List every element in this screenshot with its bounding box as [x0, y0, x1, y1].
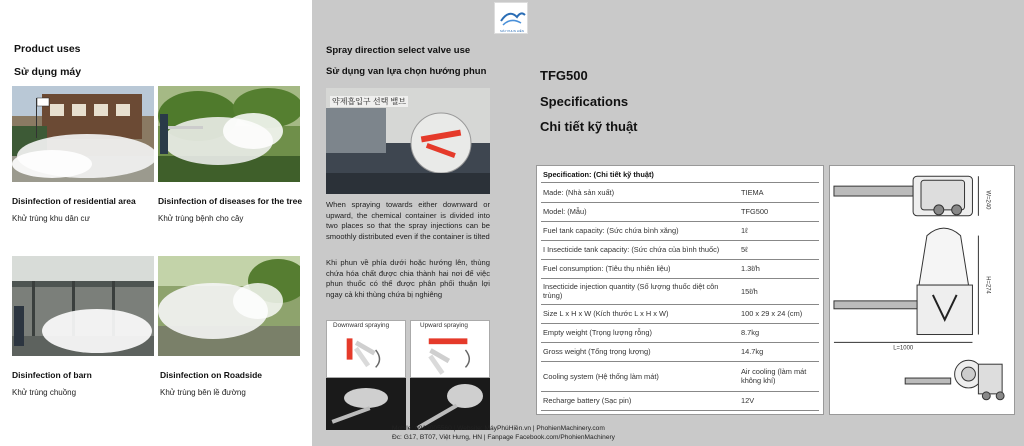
table-row	[541, 361, 819, 391]
spec-value: 5ℓ	[741, 240, 819, 259]
spec-key: Model: (Mẫu)	[541, 202, 741, 221]
table-row	[541, 278, 819, 304]
residential-caption-vi: Khử trùng khu dân cư	[12, 214, 90, 223]
product-uses-title: Product uses	[14, 43, 81, 55]
table-row	[541, 182, 819, 202]
spec-key: Fuel tank capacity: (Sức chứa bình xăng)	[541, 221, 741, 240]
barn-caption: Disinfection of barn	[12, 370, 92, 380]
spec-key: Made: (Nhà sản xuất)	[541, 182, 741, 202]
spec-value: 14.7kg	[741, 342, 819, 361]
spec-value: 1.3ℓ/h	[741, 259, 819, 278]
table-row	[541, 391, 819, 410]
valve-description: When spraying towards either downward or upward, the chemical container is divided into two places so that the spray injections can be smoothly distributed even if the container is tilted	[326, 200, 490, 241]
table-row	[541, 304, 819, 323]
company-logo	[494, 2, 528, 34]
barn-caption-vi: Khử trùng chuồng	[12, 388, 77, 397]
tree-caption: Disinfection of diseases for the tree	[158, 196, 303, 206]
model-title: TFG500	[540, 68, 588, 83]
spec-key: I Insecticide tank capacity: (Sức chứa của bình thuốc)	[541, 240, 741, 259]
spec-key: Cooling system (Hệ thống làm mát)	[541, 361, 741, 391]
spec-header-row	[541, 168, 819, 182]
spec-value: 12V	[741, 391, 819, 410]
roadside-caption: Disinfection on Roadside	[160, 370, 263, 380]
valve-description-vi: Khi phun về phía dưới hoặc hướng lên, thùng chứa hóa chất được chia thành hai nơi để việc phun thuốc có thể được phân phối thuận lợi ngay cả khi thùng chứa bị nghiêng	[326, 258, 490, 299]
table-row	[541, 202, 819, 221]
table-row	[541, 221, 819, 240]
footer-line-2: Đc: G17, BT07, Việt Hưng, HN | Fanpage Facebook.com/PhohienMachinery	[392, 433, 615, 441]
spec-key: Size L x H x W (Kích thước L x H x W)	[541, 304, 741, 323]
svg-text:L=1000: L=1000	[893, 345, 914, 352]
tree-caption-vi: Khử trùng bệnh cho cây	[158, 214, 244, 223]
residential-caption: Disinfection of residential area	[12, 196, 136, 206]
spec-value: 15ℓ/h	[741, 278, 819, 304]
table-row	[541, 240, 819, 259]
svg-text:H=274: H=274	[984, 276, 991, 294]
spec-key: Empty weight (Trọng lượng rỗng)	[541, 323, 741, 342]
technical-drawing	[829, 165, 1015, 415]
specifications-title: Specifications	[540, 94, 629, 109]
spec-key: Insecticide injection quantity (Số lượng thuốc diệt côn trùng)	[541, 278, 741, 304]
spray-valve-title-vi: Sử dụng van lựa chọn hướng phun	[326, 66, 487, 77]
spec-value: TFG500	[741, 202, 819, 221]
spec-value: 100 x 29 x 24 (cm)	[741, 304, 819, 323]
table-row	[541, 259, 819, 278]
footer-contact	[392, 425, 615, 442]
spec-table	[541, 168, 819, 411]
roadside-photo	[158, 256, 300, 356]
spec-key: Fuel consumption: (Tiêu thụ nhiên liệu)	[541, 259, 741, 278]
valve-korean-label: 약제흡입구 선택 밸브	[332, 97, 406, 106]
roadside-caption-vi: Khử trùng bên lề đường	[160, 388, 246, 397]
downward-label: Downward spraying	[333, 322, 390, 329]
spec-value: 1ℓ	[741, 221, 819, 240]
table-row	[541, 342, 819, 361]
specifications-title-vi: Chi tiết kỹ thuật	[540, 119, 638, 134]
upward-label: Upward spraying	[420, 322, 468, 329]
tree-disinfection-photo	[158, 86, 300, 182]
spec-key: Gross weight (Tổng trọng lượng)	[541, 342, 741, 361]
downward-spray-photo	[326, 378, 406, 430]
barn-photo	[12, 256, 154, 356]
svg-text:MÁY PHUN HIỀN: MÁY PHUN HIỀN	[500, 29, 524, 33]
residential-area-photo	[12, 86, 154, 182]
svg-text:W=240: W=240	[984, 190, 991, 210]
spec-value: Air cooling (làm mát không khí)	[741, 361, 819, 391]
footer-line-1: Mobile: 0913005560 | Website: MáyPhúHiền.vn | PhohienMachinery.com	[392, 425, 605, 432]
table-row	[541, 323, 819, 342]
spec-header: Specification: (Chi tiết kỹ thuật)	[541, 168, 819, 182]
spec-key: Recharge battery (Sạc pin)	[541, 391, 741, 410]
upward-spray-photo	[410, 378, 490, 430]
spec-value: TIEMA	[741, 182, 819, 202]
product-uses-title-vi: Sử dụng máy	[14, 66, 82, 78]
spray-valve-title: Spray direction select valve use	[326, 45, 471, 56]
spec-value: 8.7kg	[741, 323, 819, 342]
